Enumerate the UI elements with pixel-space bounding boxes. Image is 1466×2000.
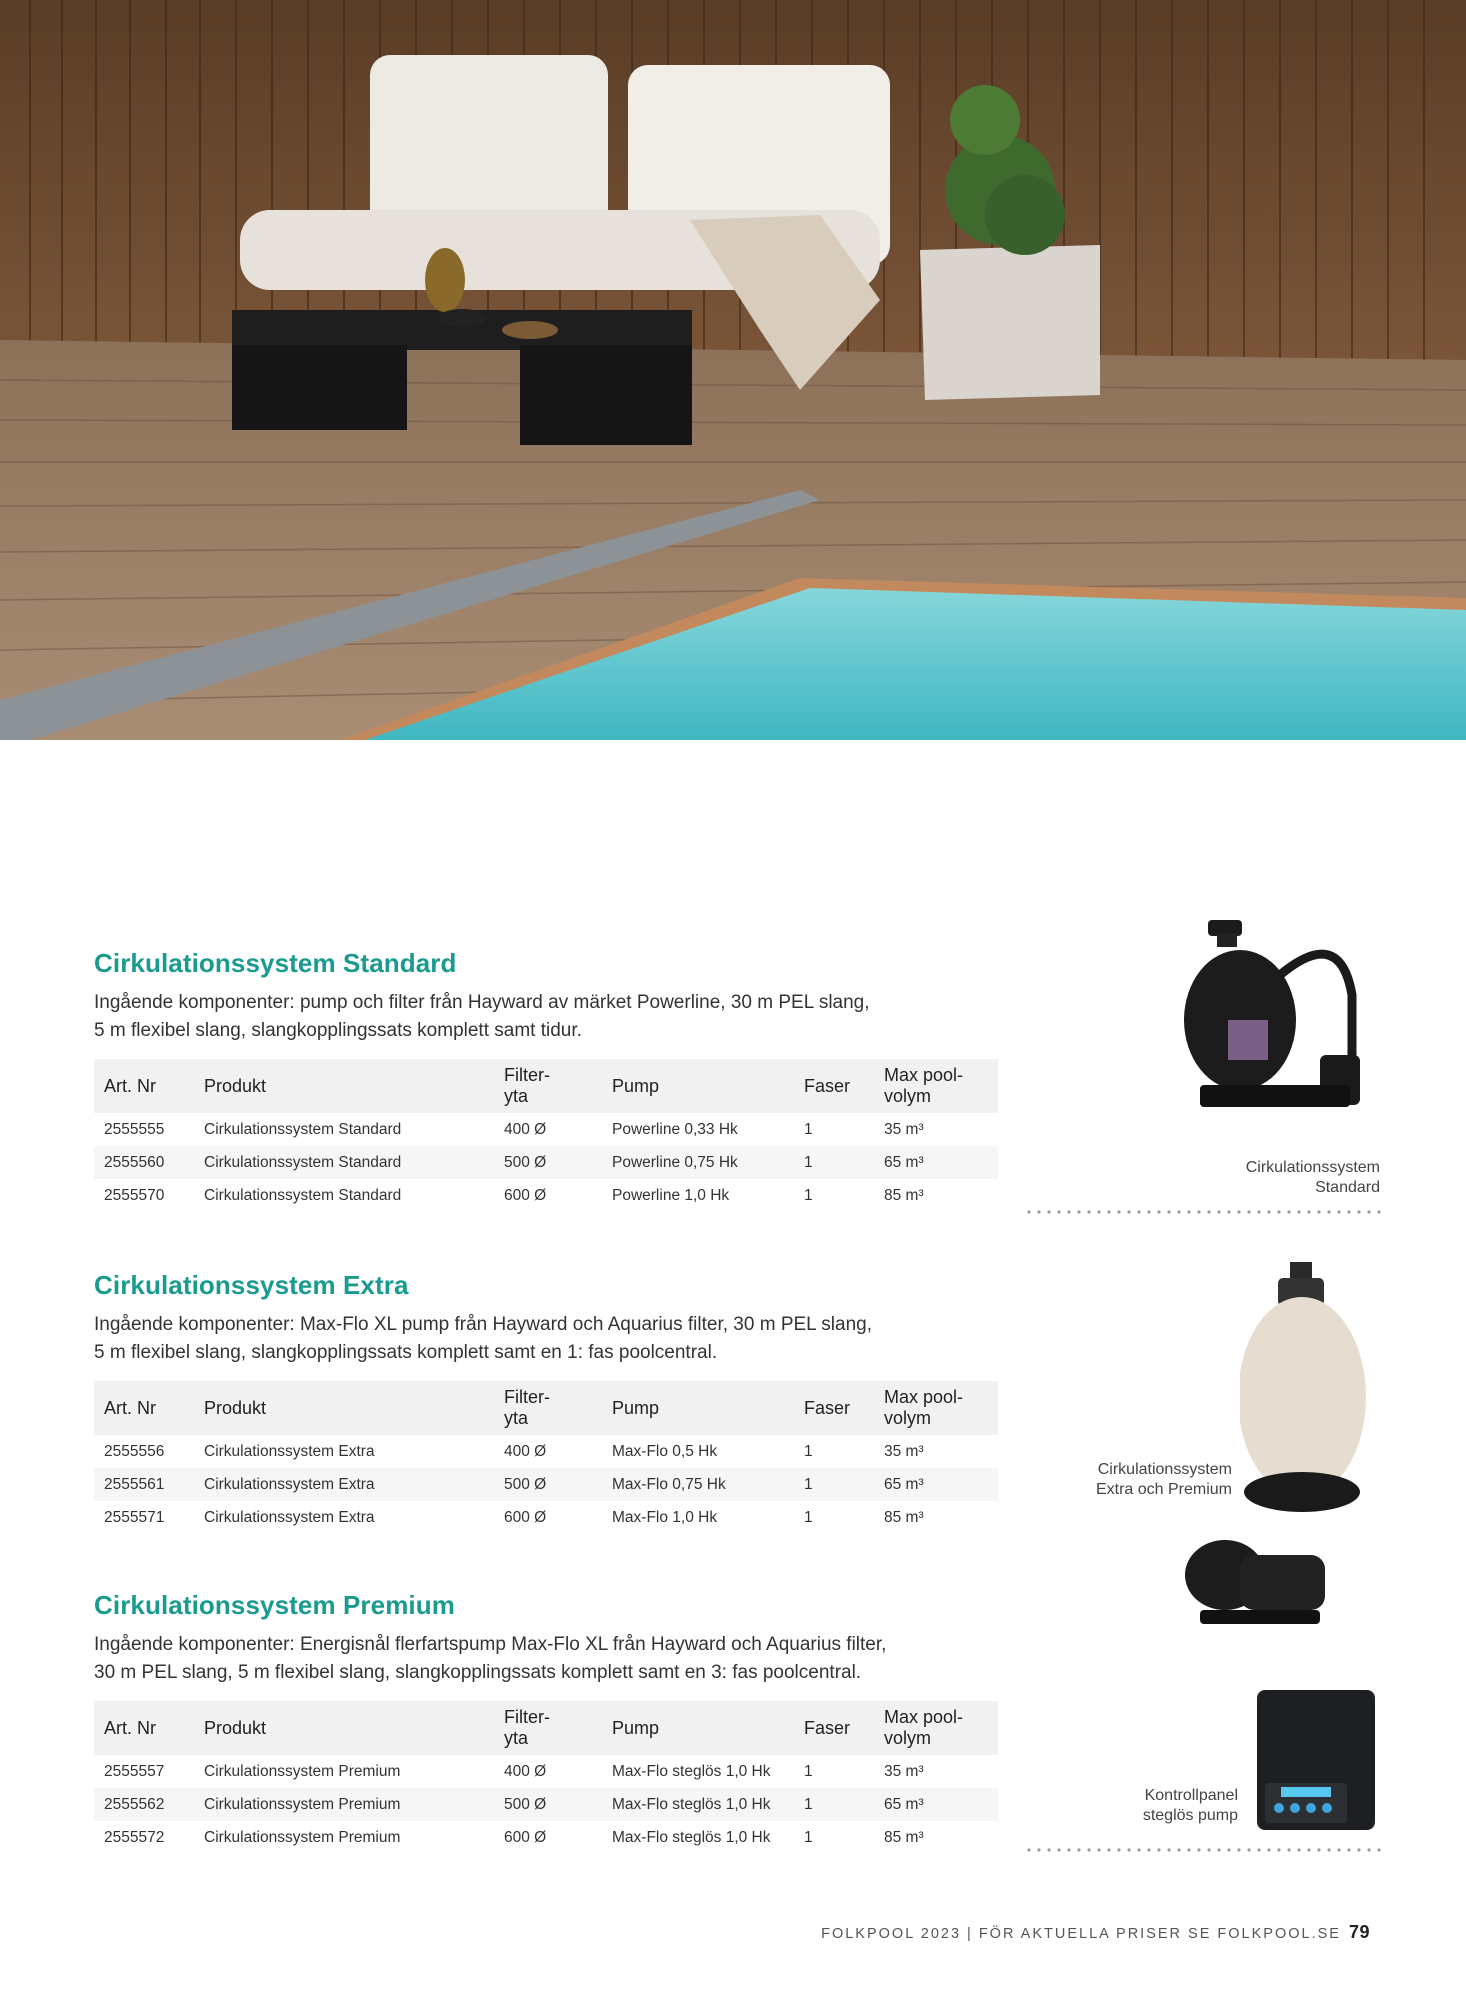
cell-faser: 1	[804, 1762, 813, 1780]
table-row	[94, 1755, 998, 1788]
dotted-divider	[1024, 1848, 1384, 1852]
cell-art: 2555557	[104, 1762, 165, 1780]
section-description: Ingående komponenter: Max-Flo XL pump från Hayward och Aquarius filter, 30 m PEL slang, 5 m flexibel slang, slangkopplingssats komplett samt en 1: fas poolcentral.	[94, 1314, 873, 1363]
cell-produkt: Cirkulationssystem Premium	[194, 1788, 494, 1821]
cell-produkt: Cirkulationssystem Standard	[204, 1120, 402, 1138]
cell-volym: 65 m³	[874, 1788, 998, 1821]
cell-filter: 500 Ø	[494, 1468, 602, 1501]
cell-art: 2555570	[104, 1186, 165, 1204]
cell-volym: 35 m³	[884, 1762, 924, 1780]
cell-faser: 1	[804, 1828, 813, 1846]
cell-produkt: Cirkulationssystem Premium	[204, 1762, 401, 1780]
cell-volym: 35 m³	[884, 1120, 924, 1138]
cell-filter: 400 Ø	[504, 1120, 547, 1138]
cell-pump: Powerline 0,75 Hk	[602, 1146, 794, 1179]
cell-filter: 600 Ø	[504, 1508, 547, 1526]
cell-art: 2555560	[94, 1146, 194, 1179]
cell-produkt: Cirkulationssystem Extra	[204, 1442, 375, 1460]
table-row	[94, 1113, 998, 1146]
pump-maxflo-image	[1180, 1530, 1330, 1630]
table-row	[94, 1468, 998, 1501]
col-filter: Filter- yta	[494, 1059, 602, 1113]
spec-table	[94, 1701, 998, 1854]
cell-produkt: Cirkulationssystem Standard	[194, 1146, 494, 1179]
table-header-row	[94, 1381, 998, 1435]
cell-faser: 1	[804, 1508, 813, 1526]
section-title: Cirkulationssystem Premium	[94, 1590, 455, 1620]
table-row	[94, 1146, 998, 1179]
sand-filter-extra-image	[1240, 1262, 1390, 1522]
cell-pump: Max-Flo steglös 1,0 Hk	[612, 1828, 771, 1846]
cell-filter: 400 Ø	[504, 1762, 547, 1780]
cell-pump: Powerline 0,33 Hk	[612, 1120, 738, 1138]
page-number: 79	[1348, 1922, 1370, 1942]
section-title: Cirkulationssystem Extra	[94, 1270, 409, 1300]
control-panel-image	[1255, 1688, 1377, 1833]
sand-filter-standard-image	[1180, 915, 1370, 1140]
col-faser: Faser	[794, 1701, 874, 1755]
section-extra	[94, 1270, 998, 1534]
col-art: Art. Nr	[94, 1381, 194, 1435]
cell-volym: 35 m³	[884, 1442, 924, 1460]
spec-table	[94, 1381, 998, 1534]
table-row	[94, 1179, 998, 1212]
col-volym: Max pool- volym	[874, 1701, 998, 1755]
cell-art: 2555556	[104, 1442, 165, 1460]
col-produkt: Produkt	[194, 1701, 494, 1755]
table-header-row	[94, 1701, 998, 1755]
col-filter: Filter- yta	[494, 1701, 602, 1755]
cell-filter: 600 Ø	[504, 1828, 547, 1846]
cell-filter: 400 Ø	[504, 1442, 547, 1460]
caption-extra: Cirkulationssystem Extra och Premium	[1095, 1461, 1232, 1498]
col-produkt: Produkt	[194, 1059, 494, 1113]
col-faser: Faser	[794, 1059, 874, 1113]
cell-art: 2555572	[104, 1828, 165, 1846]
cell-faser: 1	[804, 1186, 813, 1204]
spec-table	[94, 1059, 998, 1212]
cell-faser: 1	[794, 1146, 874, 1179]
section-description: Ingående komponenter: Energisnål flerfartspump Max-Flo XL från Hayward och Aquarius filter, 30 m PEL slang, 5 m flexibel slang, slangkopplingssats komplett samt en 3: fas poolcentral.	[94, 1634, 887, 1683]
cell-pump: Max-Flo steglös 1,0 Hk	[612, 1762, 771, 1780]
col-pump: Pump	[602, 1701, 794, 1755]
cell-volym: 85 m³	[884, 1186, 924, 1204]
col-filter: Filter- yta	[494, 1381, 602, 1435]
col-pump: Pump	[602, 1381, 794, 1435]
table-row	[94, 1435, 998, 1468]
section-standard	[94, 948, 998, 1212]
table-row	[94, 1788, 998, 1821]
cell-art: 2555571	[104, 1508, 165, 1526]
cell-pump: Max-Flo steglös 1,0 Hk	[602, 1788, 794, 1821]
col-produkt: Produkt	[194, 1381, 494, 1435]
cell-pump: Max-Flo 1,0 Hk	[612, 1508, 718, 1526]
cell-pump: Max-Flo 0,5 Hk	[612, 1442, 718, 1460]
col-volym: Max pool- volym	[874, 1059, 998, 1113]
cell-art: 2555561	[94, 1468, 194, 1501]
cell-art: 2555562	[94, 1788, 194, 1821]
cell-volym: 65 m³	[874, 1468, 998, 1501]
caption-panel: Kontrollpanel steglös pump	[1142, 1787, 1238, 1824]
table-row	[94, 1501, 998, 1534]
table-row	[94, 1821, 998, 1854]
cell-produkt: Cirkulationssystem Extra	[194, 1468, 494, 1501]
cell-filter: 600 Ø	[504, 1186, 547, 1204]
cell-faser: 1	[794, 1788, 874, 1821]
cell-produkt: Cirkulationssystem Extra	[204, 1508, 375, 1526]
cell-faser: 1	[804, 1120, 813, 1138]
cell-volym: 65 m³	[874, 1146, 998, 1179]
col-faser: Faser	[794, 1381, 874, 1435]
cell-volym: 85 m³	[884, 1828, 924, 1846]
hero-photo	[0, 0, 1466, 740]
caption-standard: Cirkulationssystem Standard	[1245, 1159, 1380, 1196]
section-title: Cirkulationssystem Standard	[94, 948, 457, 978]
cell-faser: 1	[794, 1468, 874, 1501]
col-pump: Pump	[602, 1059, 794, 1113]
cell-produkt: Cirkulationssystem Standard	[204, 1186, 402, 1204]
cell-pump: Max-Flo 0,75 Hk	[602, 1468, 794, 1501]
col-art: Art. Nr	[94, 1701, 194, 1755]
col-volym: Max pool- volym	[874, 1381, 998, 1435]
dotted-divider	[1024, 1210, 1384, 1214]
page-footer	[821, 1922, 1370, 1943]
section-description: Ingående komponenter: pump och filter från Hayward av märket Powerline, 30 m PEL slang, 5 m flexibel slang, slangkopplingssats komplett samt tidur.	[94, 992, 870, 1041]
cell-volym: 85 m³	[884, 1508, 924, 1526]
section-premium	[94, 1590, 998, 1854]
cell-filter: 500 Ø	[494, 1788, 602, 1821]
cell-pump: Powerline 1,0 Hk	[612, 1186, 730, 1204]
cell-art: 2555555	[104, 1120, 165, 1138]
cell-faser: 1	[804, 1442, 813, 1460]
footer-text: FOLKPOOL 2023 | FÖR AKTUELLA PRISER SE FOLKPOOL.SE	[821, 1926, 1341, 1942]
cell-produkt: Cirkulationssystem Premium	[204, 1828, 401, 1846]
table-header-row	[94, 1059, 998, 1113]
cell-filter: 500 Ø	[494, 1146, 602, 1179]
col-art: Art. Nr	[94, 1059, 194, 1113]
